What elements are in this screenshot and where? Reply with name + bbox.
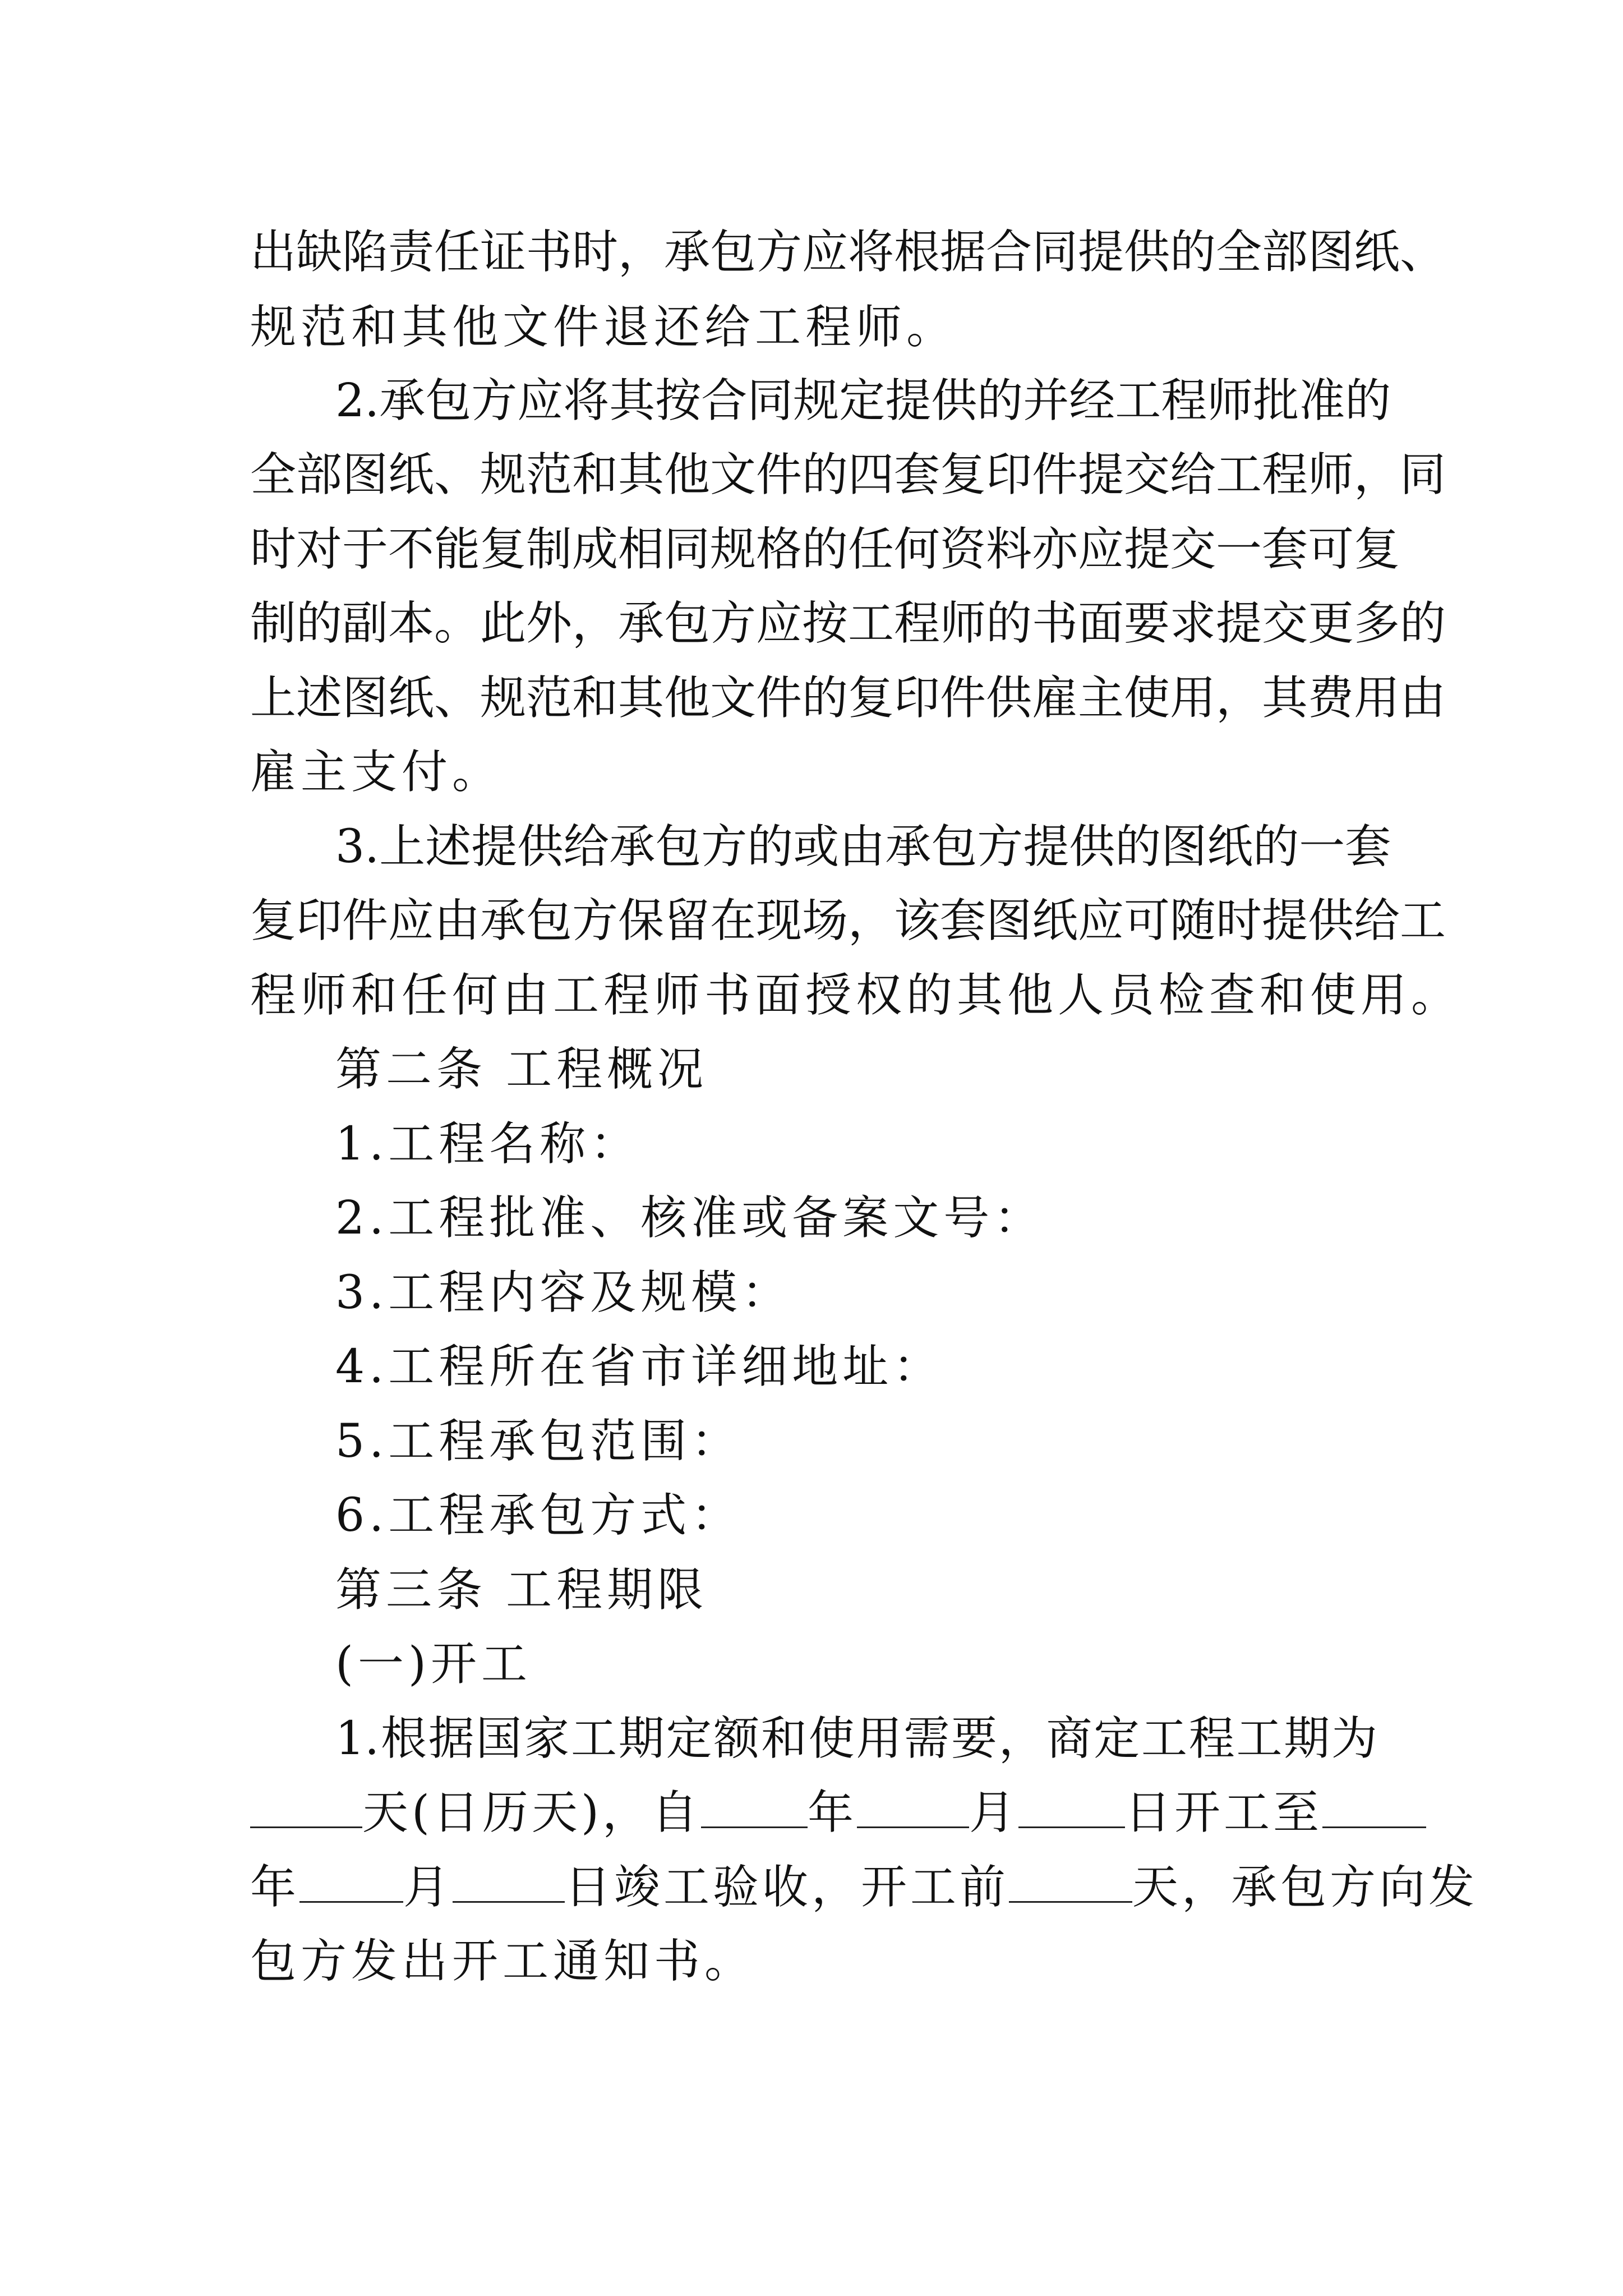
blank-start-year[interactable] xyxy=(701,1787,808,1828)
clause-duration-line: 1.根据国家工期定额和使用需要，商定工程工期为 xyxy=(335,1712,1377,1765)
clause-3-line: 3.上述提供给承包方的或由承包方提供的图纸的一套 xyxy=(335,820,1391,873)
item-project-name: 1.工程名称： xyxy=(335,1117,641,1171)
fill-in-line-completion: 年 月 日竣工验收，开工前 天，承包方向发 xyxy=(250,1861,1478,1914)
paragraph-line: 全部图纸、规范和其他文件的四套复印件提交给工程师，同 xyxy=(250,448,1446,501)
item-content-scale: 3.工程内容及规模： xyxy=(335,1266,792,1319)
section-start-heading: (一)开工 xyxy=(335,1637,532,1691)
item-approval-number: 2.工程批准、核准或备案文号： xyxy=(335,1191,1045,1245)
blank-end-year[interactable] xyxy=(1322,1787,1426,1828)
article-2-heading: 第二条 工程概况 xyxy=(335,1043,708,1096)
paragraph-line: 复印件应由承包方保留在现场，该套图纸应可随时提供给工 xyxy=(250,894,1446,947)
fill-in-line-dates: 天(日历天)，自 年 月 日开工至 xyxy=(250,1779,1377,1847)
paragraph-line: 包方发出开工通知书。 xyxy=(250,1935,755,1988)
paragraph-line: 时对于不能复制成相同规格的任何资料亦应提交一套可复 xyxy=(250,523,1400,576)
paragraph-line: 上述图纸、规范和其他文件的复印件供雇主使用，其费用由 xyxy=(250,671,1446,725)
clause-2-line: 2.承包方应将其按合同规定提供的并经工程师批准的 xyxy=(335,374,1391,427)
paragraph-line: 制的副本。此外，承包方应按工程师的书面要求提交更多的 xyxy=(250,597,1446,650)
paragraph-line: 程师和任何由工程师书面授权的其他人员检查和使用。 xyxy=(250,969,1462,1022)
paragraph-line: 规范和其他文件退还给工程师。 xyxy=(250,301,957,354)
item-contract-mode: 6.工程承包方式： xyxy=(335,1489,742,1542)
blank-end-month[interactable] xyxy=(299,1862,403,1903)
blank-start-day[interactable] xyxy=(1018,1787,1125,1828)
item-address: 4.工程所在省市详细地址： xyxy=(335,1340,944,1393)
article-3-heading: 第三条 工程期限 xyxy=(335,1563,708,1617)
blank-days[interactable] xyxy=(250,1787,362,1828)
paragraph-line: 出缺陷责任证书时，承包方应将根据合同提供的全部图纸、 xyxy=(250,226,1446,279)
blank-end-day[interactable] xyxy=(453,1862,565,1903)
item-scope: 5.工程承包范围： xyxy=(335,1415,742,1468)
paragraph-line: 雇主支付。 xyxy=(250,746,503,799)
blank-notice-days[interactable] xyxy=(1009,1862,1132,1903)
blank-start-month[interactable] xyxy=(857,1787,969,1828)
